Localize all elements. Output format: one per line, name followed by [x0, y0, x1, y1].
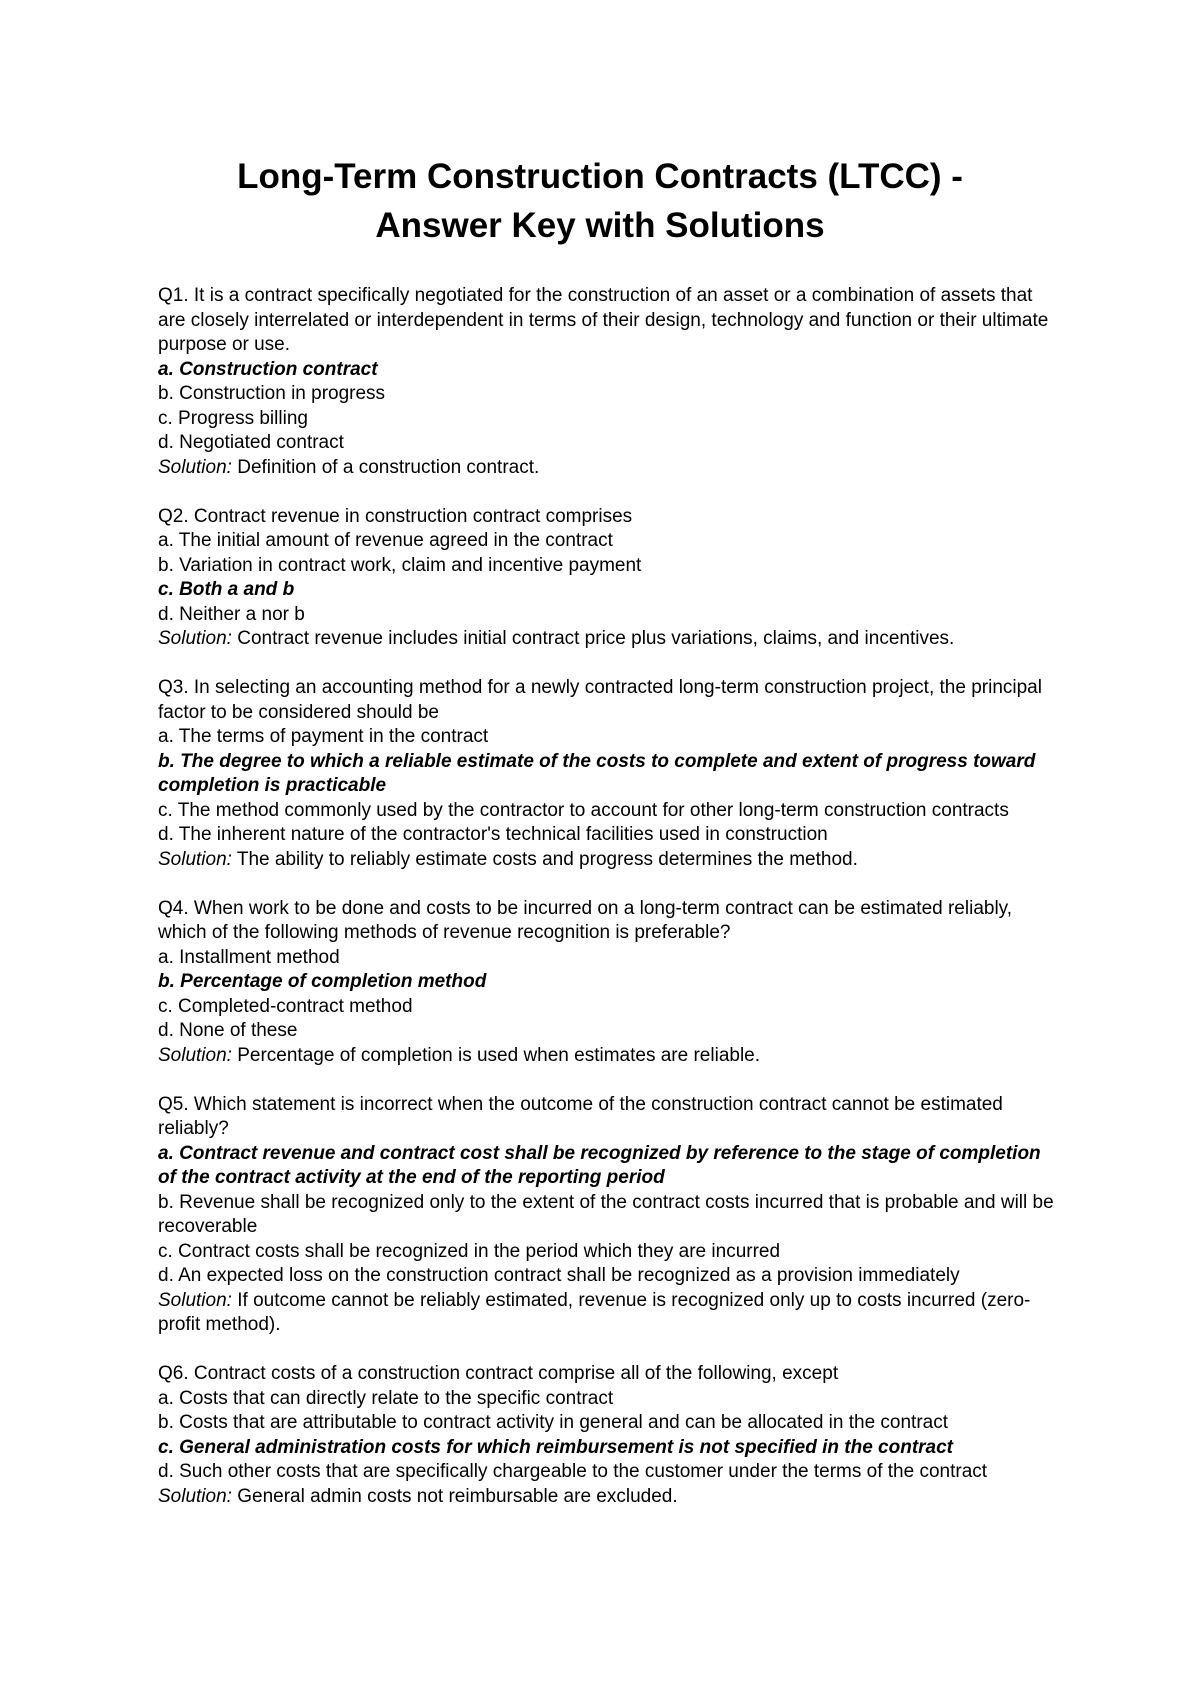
question-block	[158, 505, 1058, 652]
option: b. Revenue shall be recognized only to the extent of the contract costs incurred that is probable and will be recoverable	[158, 1191, 1054, 1237]
question-block	[158, 284, 1058, 480]
question-block	[158, 1093, 1058, 1338]
option: d. None of these	[158, 1020, 298, 1041]
title-line-2: Answer Key with Solutions	[375, 206, 825, 245]
option: b. Costs that are attributable to contract activity in general and can be allocated in the contract	[158, 1412, 949, 1433]
option-correct: c. Both a and b	[158, 579, 295, 600]
solution-text: General admin costs not reimbursable are excluded.	[231, 1485, 678, 1507]
solution	[158, 456, 1058, 481]
question-stem: Q3. In selecting an accounting method for a newly contracted long-term construction project, the principal factor to be considered should be	[158, 677, 1042, 723]
option: d. An expected loss on the construction contract shall be recognized as a provision immediately	[158, 1265, 960, 1286]
question-stem: Q2. Contract revenue in construction contract comprises	[158, 505, 633, 527]
solution-text: The ability to reliably estimate costs and progress determines the method.	[231, 848, 858, 870]
solution-text: Definition of a construction contract.	[231, 456, 540, 478]
option: d. The inherent nature of the contractor's technical facilities used in construction	[158, 824, 828, 845]
option: c. Completed-contract method	[158, 995, 413, 1017]
solution	[158, 1289, 1058, 1338]
solution-label: Solution:	[158, 628, 232, 649]
question-stem: Q6. Contract costs of a construction contract comprise all of the following, except	[158, 1363, 839, 1384]
solution	[158, 627, 1058, 652]
option: d. Such other costs that are specifically chargeable to the customer under the terms of the contract	[158, 1461, 988, 1482]
option: a. The terms of payment in the contract	[158, 726, 489, 747]
option: c. The method commonly used by the contractor to account for other long-term construction contracts	[158, 799, 1009, 821]
solution-label: Solution:	[158, 1044, 232, 1066]
solution-label: Solution:	[158, 848, 232, 870]
question-block	[158, 1362, 1058, 1509]
solution-text: If outcome cannot be reliably estimated, revenue is recognized only up to costs incurred (zero-profit method).	[158, 1289, 1031, 1335]
question-block	[158, 897, 1058, 1069]
option: d. Neither a nor b	[158, 603, 305, 625]
solution-text: Contract revenue includes initial contract price plus variations, claims, and incentives.	[231, 628, 955, 649]
question-list	[158, 284, 1058, 1534]
option-correct: a. Contract revenue and contract cost shall be recognized by reference to the stage of completion of the contract activity at the end of the reporting period	[158, 1142, 1041, 1188]
question-stem: Q4. When work to be done and costs to be incurred on a long-term contract can be estimated reliably, which of the following methods of revenue recognition is preferable?	[158, 897, 1013, 943]
option-correct: c. General administration costs for which reimbursement is not specified in the contract	[158, 1436, 954, 1458]
option: a. The initial amount of revenue agreed in the contract	[158, 530, 613, 551]
option: b. Construction in progress	[158, 383, 386, 404]
option: c. Progress billing	[158, 407, 308, 429]
question-block	[158, 676, 1058, 872]
solution-text: Percentage of completion is used when estimates are reliable.	[231, 1044, 761, 1066]
document-title	[0, 152, 1200, 250]
option-correct: b. Percentage of completion method	[158, 971, 487, 992]
option: d. Negotiated contract	[158, 432, 344, 453]
option: a. Installment method	[158, 946, 340, 968]
solution	[158, 848, 1058, 873]
option-correct: a. Construction contract	[158, 358, 378, 380]
solution-label: Solution:	[158, 1485, 232, 1507]
option: b. Variation in contract work, claim and incentive payment	[158, 554, 642, 576]
solution	[158, 1044, 1058, 1069]
option-correct: b. The degree to which a reliable estimate of the costs to complete and extent of progress toward completion is practicable	[158, 750, 1036, 796]
title-line-1: Long-Term Construction Contracts (LTCC) -	[237, 157, 963, 196]
solution	[158, 1485, 1058, 1510]
option: c. Contract costs shall be recognized in the period which they are incurred	[158, 1240, 781, 1262]
solution-label: Solution:	[158, 1289, 232, 1311]
question-stem: Q1. It is a contract specifically negotiated for the construction of an asset or a combination of assets that are closely interrelated or interdependent in terms of their design, technology and function or their ultimate purpose or use.	[158, 285, 1049, 355]
option: a. Costs that can directly relate to the specific contract	[158, 1387, 614, 1409]
solution-label: Solution:	[158, 456, 232, 478]
question-stem: Q5. Which statement is incorrect when the outcome of the construction contract cannot be estimated reliably?	[158, 1093, 1003, 1139]
